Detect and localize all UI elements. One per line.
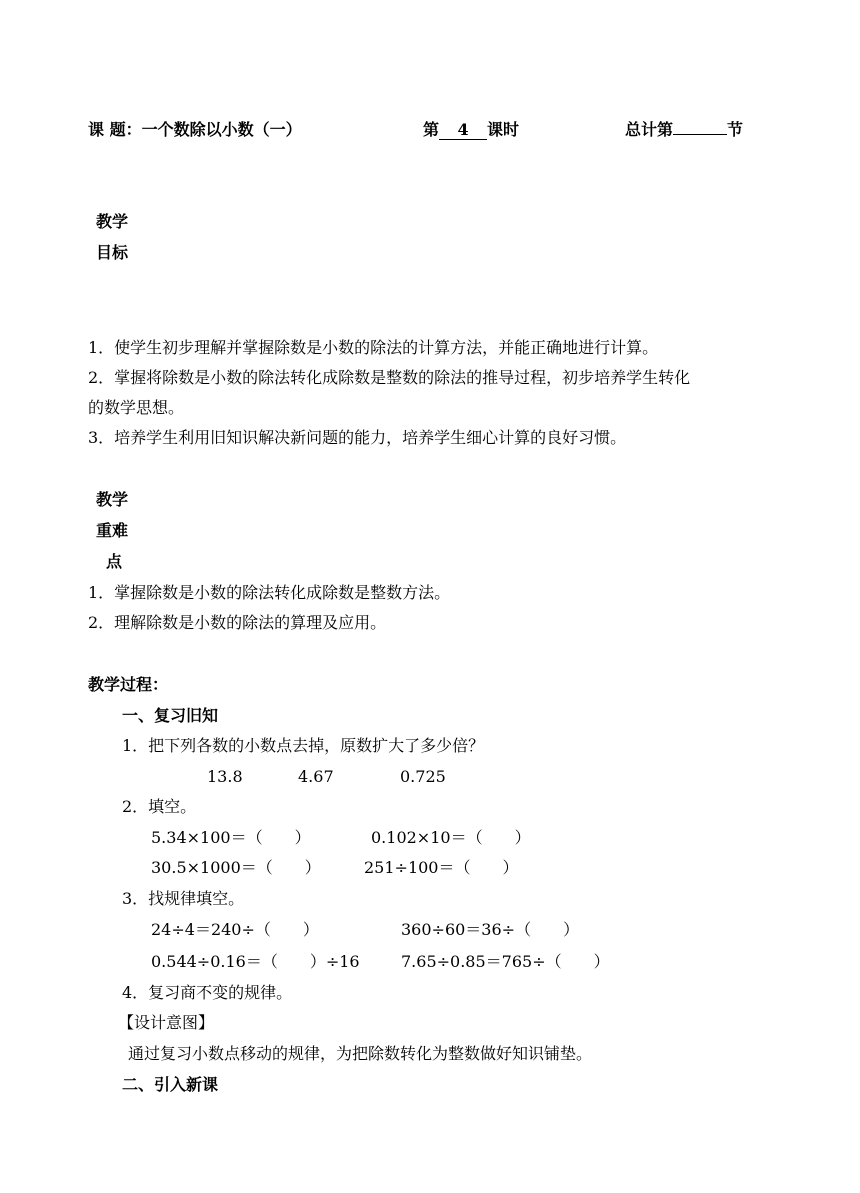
- design-intent-label: 【设计意图】: [118, 1013, 215, 1032]
- lesson-prefix: 第: [423, 120, 440, 139]
- lesson-topic: 课 题：一个数除以小数（一）: [88, 120, 302, 139]
- objective-item: 2．掌握将除数是小数的除法转化成除数是整数的除法的推导过程，初步培养学生转化: [88, 368, 691, 387]
- question-4: 4．复习商不变的规律。: [122, 983, 293, 1002]
- question-2: 2．填空。: [122, 797, 197, 816]
- total-suffix: 节: [727, 120, 744, 139]
- objective-item: 的数学思想。: [88, 398, 185, 417]
- q3-expression: 7.65÷0.85＝765÷（ ）: [401, 952, 610, 971]
- q1-number: 13.8: [207, 767, 243, 786]
- lesson-number: 4: [439, 121, 487, 140]
- design-intent-text: 通过复习小数点移动的规律，为把除数转化为整数做好知识铺垫。: [128, 1044, 593, 1063]
- keypoints-label-3: 点: [106, 552, 123, 571]
- keypoint-item: 2．理解除数是小数的除法的算理及应用。: [88, 613, 387, 632]
- keypoints-label-1: 教学: [96, 490, 129, 509]
- lesson-suffix: 课时: [487, 120, 520, 139]
- q3-expression: 24÷4＝240÷（ ）: [151, 920, 319, 939]
- q1-number: 0.725: [400, 767, 446, 786]
- objective-item: 1．使学生初步理解并掌握除数是小数的除法的计算方法，并能正确地进行计算。: [88, 338, 659, 357]
- q1-number: 4.67: [298, 767, 334, 786]
- q2-expression: 251÷100＝（ ）: [364, 858, 519, 877]
- question-1: 1．把下列各数的小数点去掉，原数扩大了多少倍？: [122, 736, 485, 755]
- objectives-label-1: 教学: [96, 212, 129, 231]
- process-title: 教学过程：: [88, 675, 169, 694]
- total-lesson-line: [625, 120, 743, 140]
- section-new-lesson: 二、引入新课: [122, 1075, 219, 1094]
- objectives-label-2: 目标: [96, 243, 129, 262]
- q2-expression: 0.102×10＝（ ）: [371, 828, 531, 847]
- q3-expression: 360÷60＝36÷（ ）: [401, 920, 580, 939]
- total-prefix: 总计第: [625, 120, 674, 139]
- total-number: [673, 134, 727, 135]
- keypoints-label-2: 重难: [96, 521, 129, 540]
- q2-expression: 5.34×100＝（ ）: [151, 828, 311, 847]
- q2-expression: 30.5×1000＝（ ）: [151, 858, 321, 877]
- objective-item: 3．培养学生利用旧知识解决新问题的能力，培养学生细心计算的良好习惯。: [88, 428, 627, 447]
- q3-expression: 0.544÷0.16＝（ ）÷16: [151, 952, 360, 971]
- section-review: 一、复习旧知: [122, 706, 219, 725]
- keypoint-item: 1．掌握除数是小数的除法转化成除数是整数方法。: [88, 583, 451, 602]
- question-3: 3．找规律填空。: [122, 889, 245, 908]
- lesson-number-line: [423, 120, 519, 140]
